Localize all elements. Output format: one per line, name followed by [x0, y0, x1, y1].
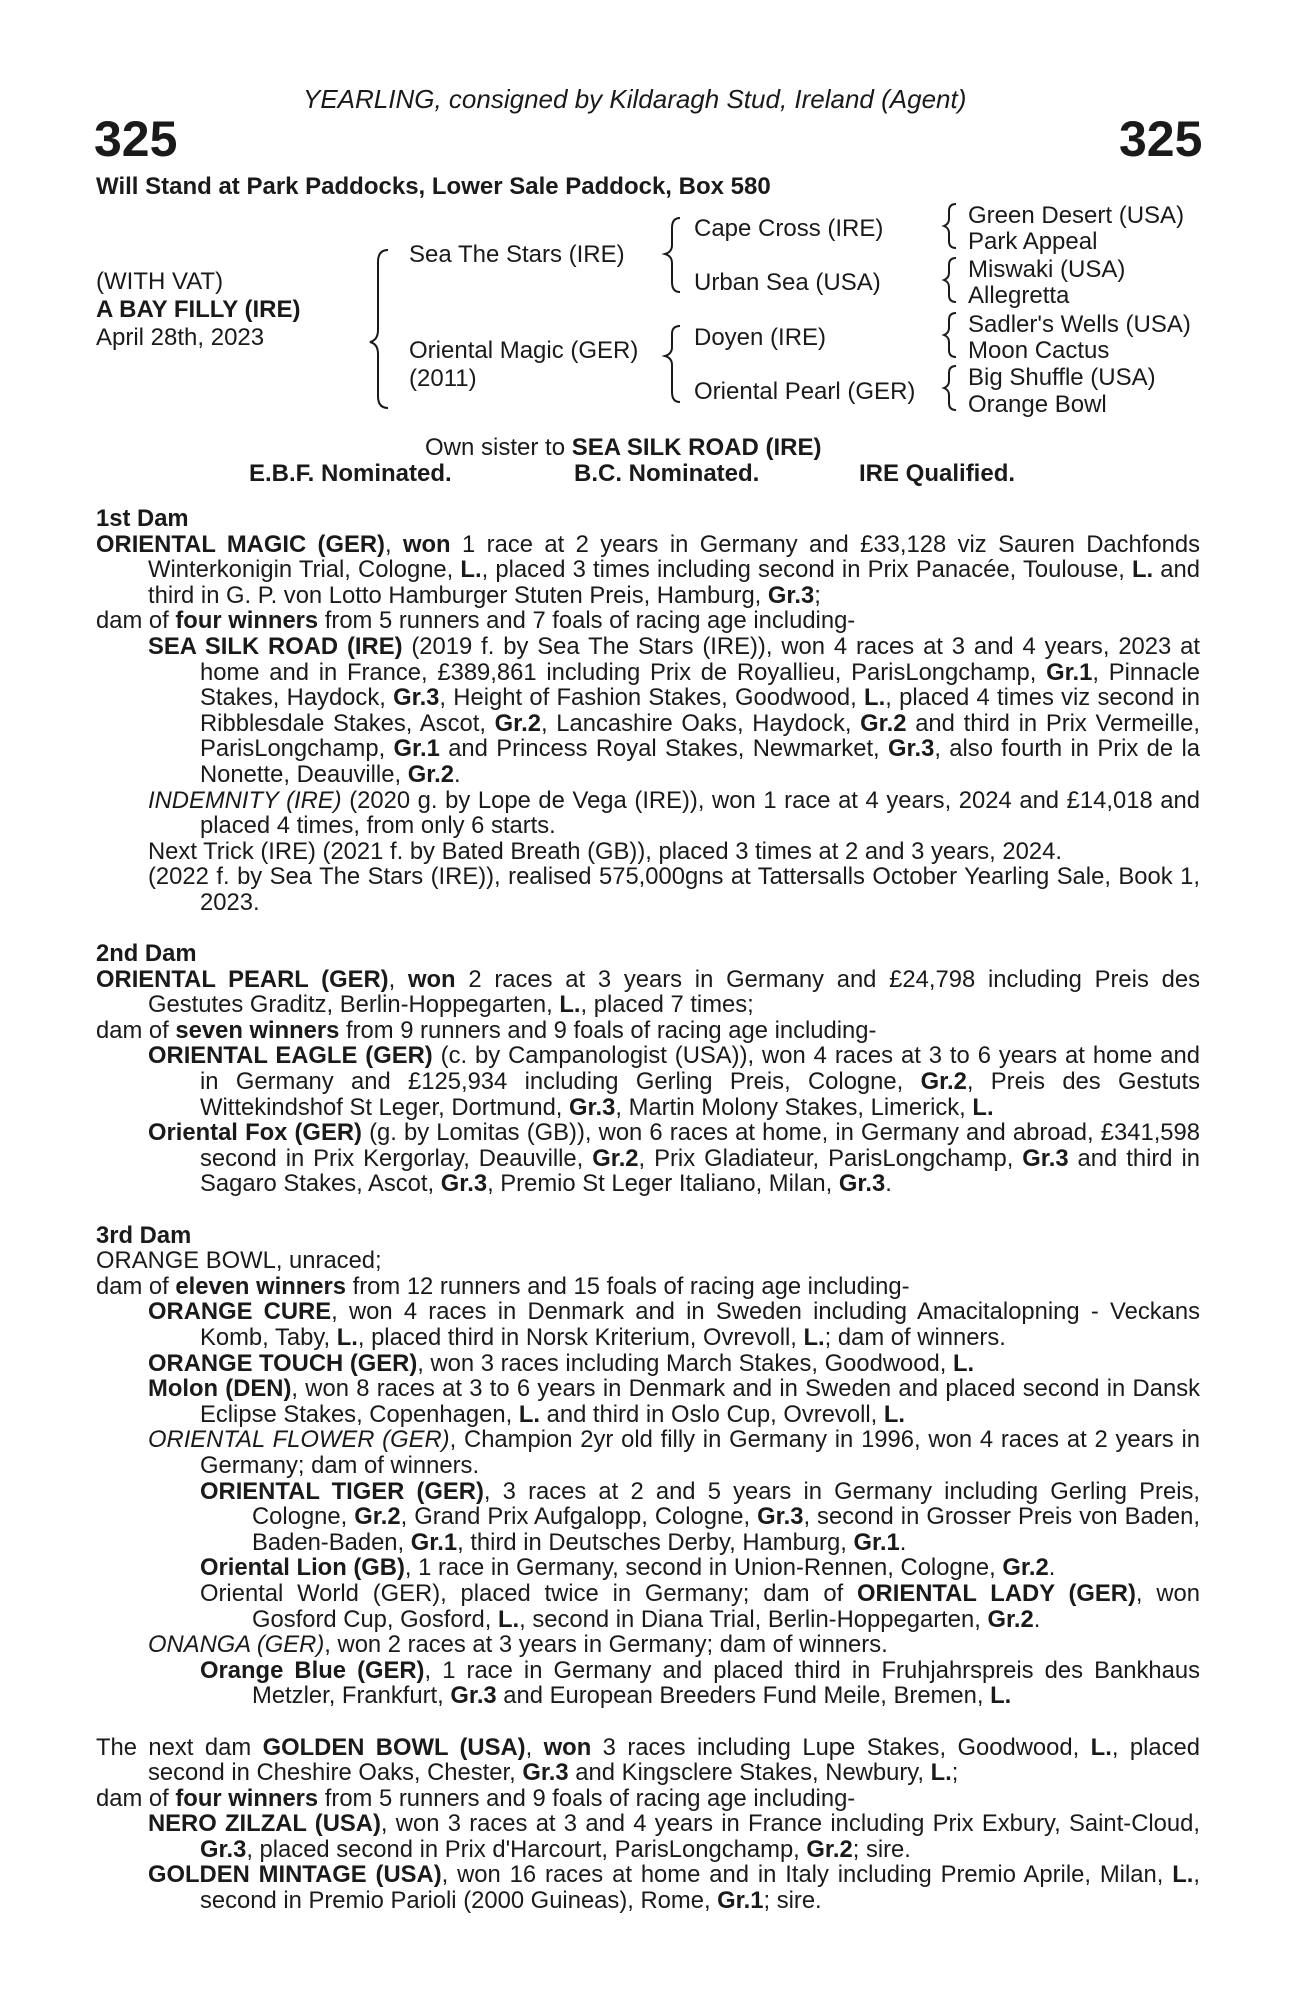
text-run: L. — [559, 991, 581, 1019]
own-sister-prefix: Own sister to — [425, 434, 572, 461]
stand-location: Will Stand at Park Paddocks, Lower Sale Paddock, Box 580 — [96, 173, 771, 200]
own-sister-name: SEA SILK ROAD (IRE) — [571, 434, 822, 461]
text-run: (2020 g. by Lope de Vega (IRE)), won 1 race at 4 years, 2024 and £14,018 and placed 4 times, from only 6 starts. — [200, 786, 1200, 840]
text-run: ONANGA (GER) — [148, 1631, 325, 1659]
produce-entry — [96, 1120, 1200, 1197]
lot-number-left: 325 — [94, 111, 178, 167]
text-run: , won 8 races at 3 to 6 years in Denmark and in Sweden and placed second in Dansk Eclipse Stakes, Copenhagen, — [200, 1375, 1200, 1428]
text-run: , third in Deutsches Derby, Hamburg, — [457, 1528, 854, 1556]
great-grandparent-6: Moon Cactus — [968, 337, 1110, 364]
text-run: . — [1048, 1554, 1056, 1582]
text-run: , Height of Fashion Stakes, Goodwood, — [439, 684, 865, 712]
text-run: ORIENTAL EAGLE (GER) — [148, 1042, 433, 1070]
text-run: , won 3 races including March Stakes, Goodwood, — [417, 1349, 953, 1377]
text-run: Gr.1 — [1046, 658, 1093, 686]
text-run: , — [384, 530, 404, 558]
text-run: . — [885, 1170, 892, 1198]
text-run: , 3 races at 2 and 5 years in Germany including Gerling Preis, Cologne, — [252, 1477, 1200, 1531]
text-run: . — [1033, 1605, 1041, 1633]
text-run: seven winners — [175, 1016, 340, 1044]
text-run: , placed 7 times; — [580, 991, 754, 1019]
text-run: and third in Prix Vermeille, ParisLongchamp, — [200, 709, 1200, 763]
text-run: Gr.3 — [1022, 1144, 1069, 1172]
section-title-2nd-dam: 2nd Dam — [96, 940, 197, 968]
text-run: Next Trick (IRE) (2021 f. by Bated Breath (GB)), placed 3 times at 2 and 3 years, 2024. — [148, 837, 1062, 865]
text-run: from 5 runners and 9 foals of racing age including- — [318, 1784, 856, 1812]
text-run: 1 race at 2 years in Germany and £33,128 viz Sauren Dachfonds Winterkonigin Trial, Cologne, — [148, 530, 1200, 584]
text-run: Gr.3 — [757, 1503, 804, 1531]
text-run: won — [543, 1733, 592, 1761]
bc-nominated: B.C. Nominated. — [574, 460, 760, 487]
lot-number-right: 325 — [1119, 111, 1203, 167]
text-run: Gr.2 — [860, 709, 907, 737]
text-run: L. — [460, 556, 482, 584]
text-run: Gr.2 — [987, 1605, 1034, 1633]
granddam-2: Oriental Pearl (GER) — [694, 378, 916, 405]
third-dam-paragraph — [96, 1248, 1200, 1274]
text-run: , won Gosford Cup, Gosford, — [252, 1579, 1200, 1633]
text-run: L. — [990, 1682, 1012, 1710]
produce-entry — [96, 1632, 1200, 1658]
text-run: ORANGE BOWL, unraced; — [96, 1247, 382, 1275]
text-run: L. — [803, 1324, 825, 1351]
text-run: ; sire. — [852, 1835, 911, 1863]
text-run: (c. by Campanologist (USA)), won 4 races at 3 to 6 years at home and in Germany and £125,934 including Gerling Preis, Cologne, — [200, 1042, 1200, 1096]
text-run: Gr.1 — [717, 1887, 764, 1915]
text-run: (2019 f. by Sea The Stars (IRE)), won 4 races at 3 and 4 years, 2023 at home and in France, £389,861 including Prix de Royallieu, ParisLongchamp, — [200, 632, 1200, 686]
text-run: L. — [952, 1349, 975, 1377]
text-run: , Pinnacle Stakes, Haydock, — [200, 658, 1200, 712]
text-run: four winners — [175, 607, 319, 635]
text-run: , Grand Prix Aufgalopp, Cologne, — [400, 1503, 758, 1531]
text-run: , Martin Molony Stakes, Limerick, — [615, 1093, 973, 1121]
catalogue-body — [96, 506, 1200, 1914]
text-run: Oriental Fox (GER) — [148, 1119, 362, 1147]
text-run: , — [388, 965, 408, 993]
text-run: (2022 f. by Sea The Stars (IRE)), realised 575,000gns at Tattersalls October Yearling Sale, Book 1, 2023. — [148, 863, 1200, 916]
great-grandparent-8: Orange Bowl — [968, 391, 1107, 418]
text-run: Gr.2 — [494, 709, 541, 737]
produce-entry — [96, 864, 1200, 915]
text-run: , won 16 races at home and in Italy including Premio Aprile, Milan, — [441, 1861, 1173, 1889]
grandsire-1: Cape Cross (IRE) — [694, 215, 884, 242]
text-run: , placed third in Norsk Kriterium, Ovrevoll, — [357, 1324, 804, 1351]
text-run: Molon (DEN) — [148, 1375, 292, 1403]
dam-name: Oriental Magic (GER) — [409, 337, 639, 364]
brace-main — [370, 250, 388, 408]
great-grandparent-2: Park Appeal — [968, 228, 1098, 255]
ebf-nominated: E.B.F. Nominated. — [249, 460, 452, 487]
great-grandparent-1: Green Desert (USA) — [968, 202, 1185, 229]
text-run: won — [407, 965, 456, 993]
text-run: dam of — [96, 1272, 176, 1300]
text-run: eleven winners — [175, 1272, 346, 1300]
text-run: SEA SILK ROAD (IRE) — [148, 632, 403, 660]
text-run: ORIENTAL TIGER (GER) — [200, 1477, 484, 1505]
produce-entry — [96, 788, 1200, 839]
text-run: . — [454, 760, 461, 788]
text-run: L. — [972, 1093, 994, 1121]
text-run: L. — [518, 1400, 540, 1428]
produce-entry — [96, 1479, 1200, 1556]
text-run: ; — [814, 581, 821, 609]
text-run: Orange Blue (GER) — [200, 1656, 425, 1684]
grandsire-2: Doyen (IRE) — [694, 324, 827, 351]
text-run: Oriental World (GER), placed twice in Germany; dam of — [200, 1579, 858, 1607]
text-run: L. — [864, 684, 886, 712]
produce-entry — [96, 1351, 1200, 1377]
text-run: , Champion 2yr old filly in Germany in 1996, won 4 races at 2 years in Germany; dam of winners. — [200, 1426, 1200, 1479]
text-run: L. — [1090, 1733, 1112, 1761]
great-grandparent-4: Allegretta — [968, 282, 1070, 309]
text-run: and third in Oslo Cup, Ovrevoll, — [539, 1400, 884, 1428]
section-title-1st-dam: 1st Dam — [96, 505, 189, 532]
text-run: , — [525, 1733, 544, 1761]
produce-entry — [96, 1299, 1200, 1350]
text-run: L. — [1172, 1861, 1194, 1889]
text-run: Gr.3 — [767, 581, 815, 609]
text-run: and third in G. P. von Lotto Hamburger Stuten Preis, Hamburg, — [148, 556, 1201, 609]
text-run: Gr.3 — [888, 735, 935, 763]
produce-entry — [96, 1555, 1200, 1581]
text-run: ORANGE TOUCH (GER) — [148, 1349, 418, 1377]
text-run: , also fourth in Prix de la Nonette, Deauville, — [200, 735, 1200, 788]
section-title-3rd-dam: 3rd Dam — [96, 1221, 192, 1249]
text-run: (g. by Lomitas (GB)), won 6 races at home, in Germany and abroad, £341,598 second in Prix Kergorlay, Deauville, — [200, 1119, 1201, 1172]
text-run: , 1 race in Germany and placed third in Fruhjahrspreis des Bankhaus Metzler, Frankfurt, — [252, 1656, 1200, 1710]
text-run: Gr.1 — [410, 1528, 458, 1556]
brace-ggs-3 — [944, 313, 956, 357]
produce-entry — [96, 1427, 1200, 1478]
sire-name: Sea The Stars (IRE) — [409, 241, 625, 268]
text-run: ; sire. — [763, 1887, 822, 1915]
great-grandparent-3: Miswaki (USA) — [968, 256, 1126, 283]
text-run: Oriental Lion (GB) — [200, 1554, 405, 1582]
text-run: Gr.3 — [838, 1170, 886, 1198]
text-run: won — [403, 530, 451, 558]
second-dam-produce-summary — [96, 1018, 1200, 1044]
text-run: , placed 3 times including second in Prix Panacée, Toulouse, — [481, 556, 1132, 584]
text-run: Gr.3 — [569, 1093, 616, 1121]
text-run: , Prix Gladiateur, ParisLongchamp, — [638, 1144, 1023, 1172]
text-run: Gr.2 — [920, 1068, 967, 1096]
text-run: ORIENTAL MAGIC (GER) — [96, 530, 385, 558]
produce-entry — [96, 1862, 1200, 1913]
consignment-line: YEARLING, consigned by Kildaragh Stud, Ireland (Agent) — [303, 84, 967, 114]
brace-ggs-2 — [944, 258, 956, 302]
text-run: L. — [1132, 556, 1154, 584]
second-dam-paragraph — [96, 967, 1200, 1018]
text-run: L. — [336, 1324, 358, 1351]
text-run: L. — [930, 1759, 952, 1787]
produce-entry — [96, 1811, 1200, 1862]
text-run: , Premio St Leger Italiano, Milan, — [487, 1170, 839, 1198]
next-dam-paragraph — [96, 1735, 1200, 1786]
text-run: from 5 runners and 7 foals of racing age including- — [318, 607, 856, 635]
first-dam-paragraph — [96, 532, 1200, 609]
produce-entry — [96, 1581, 1200, 1632]
vat-label: (WITH VAT) — [96, 268, 224, 295]
text-run: dam of — [96, 1016, 176, 1044]
text-run: INDEMNITY (IRE) — [148, 786, 342, 814]
text-run: , won 4 races in Denmark and in Sweden including Amacitalopning - Veckans Komb, Taby, — [200, 1298, 1200, 1351]
text-run: and European Breeders Fund Meile, Bremen, — [496, 1682, 991, 1710]
produce-entry — [96, 634, 1200, 788]
text-run: , won 3 races at 3 and 4 years in France including Prix Exbury, Saint-Cloud, — [380, 1810, 1200, 1838]
text-run: 2 races at 3 years in Germany and £24,798 including Preis des Gestutes Graditz, Berlin-Hoppegarten, — [148, 965, 1200, 1019]
text-run: Gr.3 — [200, 1835, 247, 1863]
text-run: Gr.3 — [440, 1170, 488, 1198]
brace-sire — [665, 218, 680, 292]
text-run: , second in Diana Trial, Berlin-Hoppegarten, — [519, 1605, 988, 1633]
text-run: GOLDEN MINTAGE (USA) — [148, 1861, 442, 1889]
text-run: ORIENTAL FLOWER (GER) — [148, 1426, 450, 1454]
text-run: dam of — [96, 1784, 176, 1812]
brace-ggs-1 — [944, 204, 956, 248]
granddam-1: Urban Sea (USA) — [694, 269, 881, 296]
dam-year: (2011) — [409, 365, 477, 392]
text-run: . — [899, 1528, 907, 1556]
text-run: 3 races including Lupe Stakes, Goodwood, — [591, 1733, 1091, 1761]
text-run: Gr.2 — [806, 1835, 853, 1863]
foaling-date: April 28th, 2023 — [96, 324, 265, 351]
text-run: ORANGE CURE — [148, 1298, 332, 1326]
text-run: , placed second in Cheshire Oaks, Chester, — [148, 1733, 1200, 1787]
first-dam-produce-summary — [96, 608, 1200, 634]
text-run: four winners — [175, 1784, 319, 1812]
text-run: and third in Sagaro Stakes, Ascot, — [200, 1144, 1200, 1198]
text-run: Gr.1 — [393, 735, 440, 763]
text-run: and Princess Royal Stakes, Newmarket, — [439, 735, 889, 763]
text-run: Gr.1 — [853, 1528, 900, 1556]
text-run: dam of — [96, 607, 176, 635]
text-run: , placed second in Prix d'Harcourt, ParisLongchamp, — [246, 1835, 807, 1863]
text-run: , Preis des Gestuts Wittekindshof St Leger, Dortmund, — [200, 1068, 1201, 1121]
text-run: GOLDEN BOWL (USA) — [262, 1733, 526, 1761]
text-run: Gr.2 — [1002, 1554, 1049, 1582]
produce-entry — [96, 1043, 1200, 1120]
text-run: from 12 runners and 15 foals of racing age including- — [346, 1272, 910, 1300]
text-run: Gr.2 — [407, 760, 454, 788]
text-run: , placed 4 times viz second in Ribblesdale Stakes, Ascot, — [200, 684, 1201, 737]
third-dam-produce-summary — [96, 1274, 1200, 1300]
great-grandparent-7: Big Shuffle (USA) — [968, 364, 1156, 391]
text-run: NERO ZILZAL (USA) — [148, 1810, 381, 1838]
text-run: , 1 race in Germany, second in Union-Rennen, Cologne, — [404, 1554, 1003, 1582]
text-run: , won 2 races at 3 years in Germany; dam of winners. — [324, 1631, 888, 1659]
text-run: The next dam — [96, 1733, 263, 1761]
text-run: L. — [498, 1605, 520, 1633]
text-run: L. — [883, 1400, 906, 1428]
text-run: ORIENTAL LADY (GER) — [857, 1579, 1136, 1607]
great-grandparent-5: Sadler's Wells (USA) — [968, 311, 1191, 338]
text-run: from 9 runners and 9 foals of racing age including- — [339, 1016, 877, 1044]
text-run: Gr.3 — [450, 1682, 497, 1710]
produce-entry — [96, 1658, 1200, 1709]
text-run: and Kingsclere Stakes, Newbury, — [568, 1759, 931, 1787]
pedigree-braces — [0, 0, 1315, 420]
text-run: Gr.3 — [522, 1759, 569, 1787]
text-run: ORIENTAL PEARL (GER) — [96, 965, 389, 993]
text-run: , second in Grosser Preis von Baden, Baden-Baden, — [252, 1503, 1201, 1556]
own-sister-line — [425, 434, 822, 462]
produce-entry — [96, 839, 1200, 865]
horse-name: A BAY FILLY (IRE) — [96, 296, 301, 323]
brace-ggs-4 — [944, 366, 956, 410]
text-run: , Lancashire Oaks, Haydock, — [540, 709, 861, 737]
text-run: Gr.2 — [592, 1144, 639, 1172]
brace-dam — [665, 326, 680, 402]
produce-entry — [96, 1376, 1200, 1427]
next-dam-produce-summary — [96, 1786, 1200, 1812]
text-run: ; — [951, 1759, 959, 1787]
ire-qualified: IRE Qualified. — [859, 460, 1016, 487]
text-run: , second in Premio Parioli (2000 Guineas), Rome, — [200, 1861, 1200, 1915]
text-run: Gr.2 — [354, 1503, 401, 1531]
text-run: ; dam of winners. — [824, 1324, 1006, 1351]
text-run: Gr.3 — [393, 684, 440, 712]
